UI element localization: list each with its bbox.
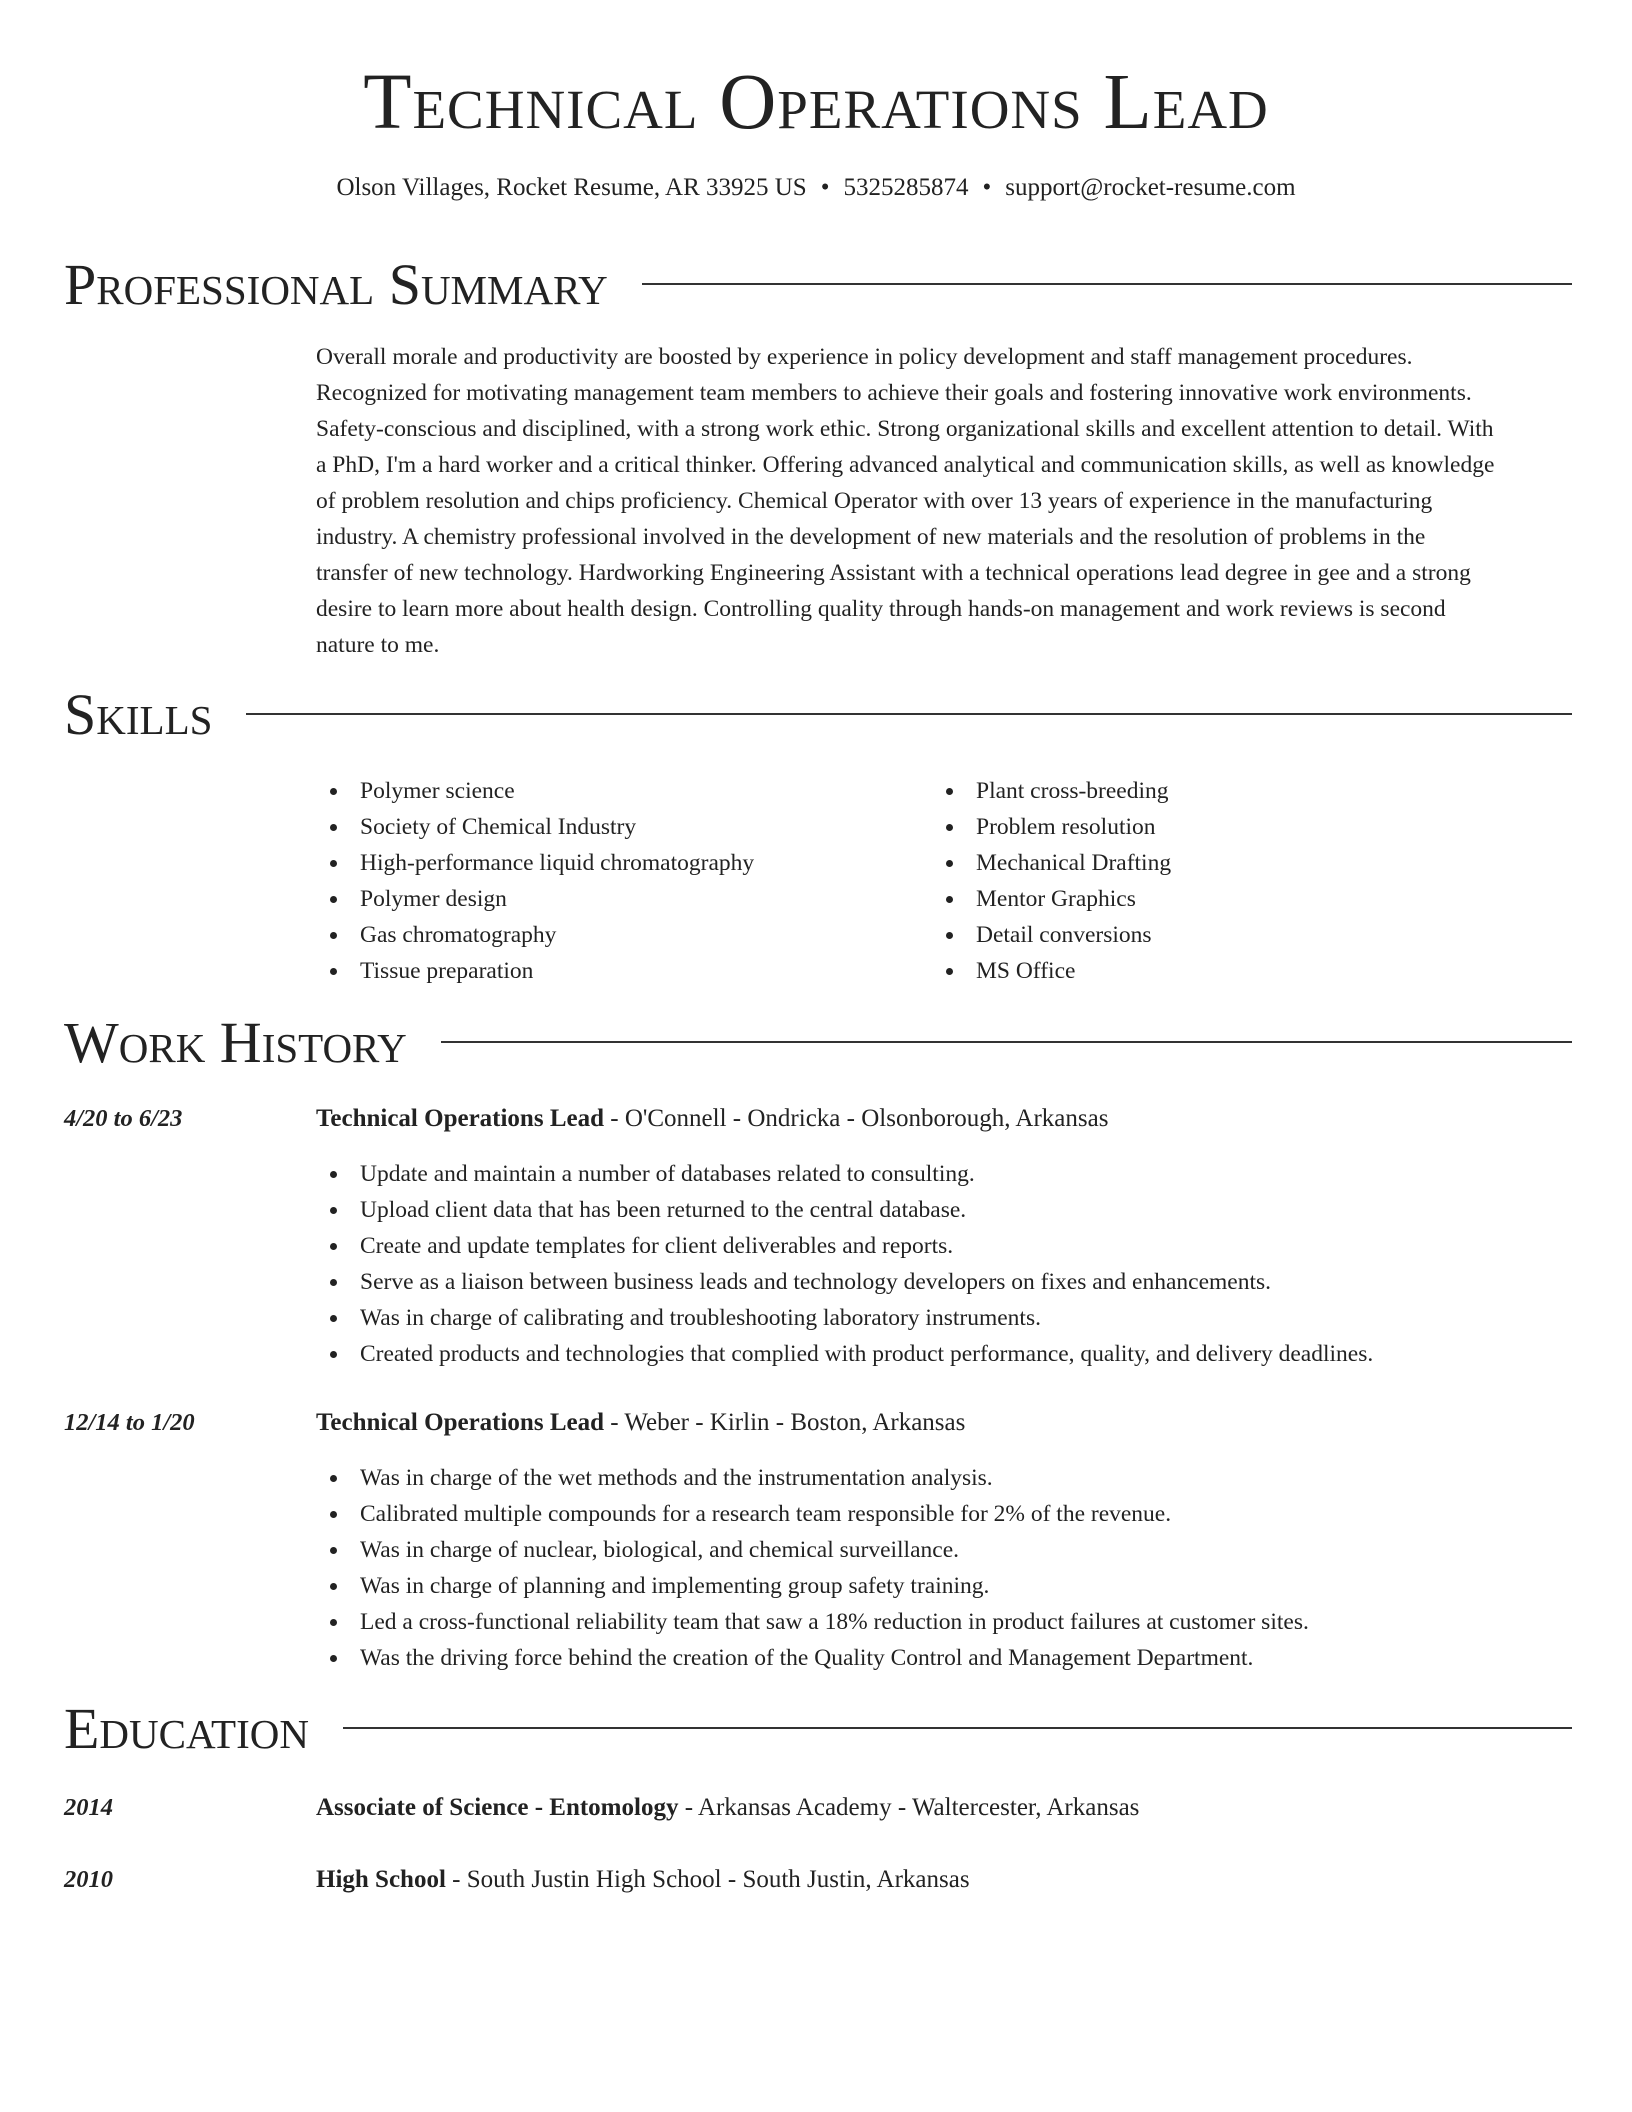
summary-section-header [64, 250, 1572, 320]
contact-email: support@rocket-resume.com [1005, 174, 1296, 201]
education-school: - Arkansas Academy - Waltercester, Arkansas [678, 1794, 1140, 1821]
skill-item: Plant cross-breeding [932, 773, 1171, 809]
summary-line: Safety-conscious and disciplined, with a strong work ethic. Strong organizational skills and excellent attention to detail. With [316, 416, 1494, 442]
job-bullet: Upload client data that has been returned to the central database. [316, 1192, 1373, 1228]
education-entry [316, 1790, 1139, 1826]
skills-section-header [64, 680, 1572, 750]
skill-item: Mechanical Drafting [932, 845, 1171, 881]
skills-list-right [932, 773, 1171, 989]
summary-line: desire to learn more about health design. Controlling quality through hands-on management and work reviews is second [316, 596, 1446, 622]
job-bullet: Was in charge of calibrating and troubleshooting laboratory instruments. [316, 1300, 1373, 1336]
job-title: Technical Operations Lead [316, 1409, 604, 1436]
job-bullet: Led a cross-functional reliability team that saw a 18% reduction in product failures at customer sites. [316, 1604, 1309, 1640]
skill-item: Polymer design [316, 881, 754, 917]
resume-title: Technical Operations Lead [363, 59, 1269, 146]
job-dates: 4/20 to 6/23 [64, 1105, 183, 1132]
work-heading: Work History [64, 1010, 407, 1075]
skill-item: Polymer science [316, 773, 754, 809]
summary-line: nature to me. [316, 632, 440, 658]
summary-line: Recognized for motivating management team members to achieve their goals and fostering innovative work environments. [316, 380, 1472, 406]
job-employer: - Weber - Kirlin - Boston, Arkansas [604, 1409, 966, 1436]
job-bullet: Created products and technologies that complied with product performance, quality, and delivery deadlines. [316, 1336, 1373, 1372]
job-title: Technical Operations Lead [316, 1105, 604, 1132]
job-heading [316, 1405, 965, 1441]
job-heading [316, 1101, 1108, 1137]
summary-line: transfer of new technology. Hardworking Engineering Assistant with a technical operations lead degree in gee and a strong [316, 560, 1471, 586]
summary-line: of problem resolution and chips proficiency. Chemical Operator with over 13 years of experience in the manufacturing [316, 488, 1433, 514]
summary-heading: Professional Summary [64, 252, 608, 317]
section-divider [642, 283, 1572, 285]
job-bullet: Create and update templates for client deliverables and reports. [316, 1228, 1373, 1264]
job-bullet: Was in charge of the wet methods and the instrumentation analysis. [316, 1460, 1309, 1496]
education-entry [316, 1862, 970, 1898]
summary-line: Overall morale and productivity are boosted by experience in policy development and staff management procedures. [316, 344, 1413, 370]
job-bullet: Serve as a liaison between business leads and technology developers on fixes and enhancements. [316, 1264, 1373, 1300]
job-bullet: Update and maintain a number of databases related to consulting. [316, 1156, 1373, 1192]
skill-item: Gas chromatography [316, 917, 754, 953]
skill-item: MS Office [932, 953, 1171, 989]
contact-separator: • [820, 174, 830, 201]
job-bullet: Was in charge of planning and implementing group safety training. [316, 1568, 1309, 1604]
skills-heading: Skills [64, 682, 213, 747]
education-year: 2014 [64, 1794, 113, 1821]
section-divider [441, 1041, 1572, 1043]
job-bullet: Was the driving force behind the creation of the Quality Control and Management Department. [316, 1640, 1309, 1676]
summary-text [316, 339, 1576, 663]
skill-item: Detail conversions [932, 917, 1171, 953]
skill-item: High-performance liquid chromatography [316, 845, 754, 881]
job-bullet: Was in charge of nuclear, biological, and chemical surveillance. [316, 1532, 1309, 1568]
contact-address: Olson Villages, Rocket Resume, AR 33925 US [336, 174, 807, 201]
job-employer: - O'Connell - Ondricka - Olsonborough, Arkansas [604, 1105, 1109, 1132]
education-degree: High School [316, 1866, 446, 1893]
skills-list-left [316, 773, 754, 989]
job-bullets [316, 1156, 1373, 1372]
skill-item: Society of Chemical Industry [316, 809, 754, 845]
contact-line [0, 172, 1632, 204]
job-bullet: Calibrated multiple compounds for a research team responsible for 2% of the revenue. [316, 1496, 1309, 1532]
summary-line: a PhD, I'm a hard worker and a critical thinker. Offering advanced analytical and communication skills, as well as knowledge [316, 452, 1495, 478]
education-school: - South Justin High School - South Justin, Arkansas [445, 1866, 970, 1893]
section-divider [246, 713, 1572, 715]
education-degree: Associate of Science - Entomology [316, 1794, 679, 1821]
contact-phone: 5325285874 [843, 174, 969, 201]
skill-item: Tissue preparation [316, 953, 754, 989]
summary-line: industry. A chemistry professional involved in the development of new materials and the resolution of problems in the [316, 524, 1426, 550]
job-dates: 12/14 to 1/20 [64, 1409, 195, 1436]
education-heading: Education [64, 1696, 309, 1761]
work-section-header [64, 1008, 1572, 1078]
skill-item: Problem resolution [932, 809, 1171, 845]
job-bullets [316, 1460, 1309, 1676]
skill-item: Mentor Graphics [932, 881, 1171, 917]
contact-separator: • [982, 174, 992, 201]
section-divider [343, 1727, 1572, 1729]
education-year: 2010 [64, 1866, 113, 1893]
education-section-header [64, 1694, 1572, 1764]
